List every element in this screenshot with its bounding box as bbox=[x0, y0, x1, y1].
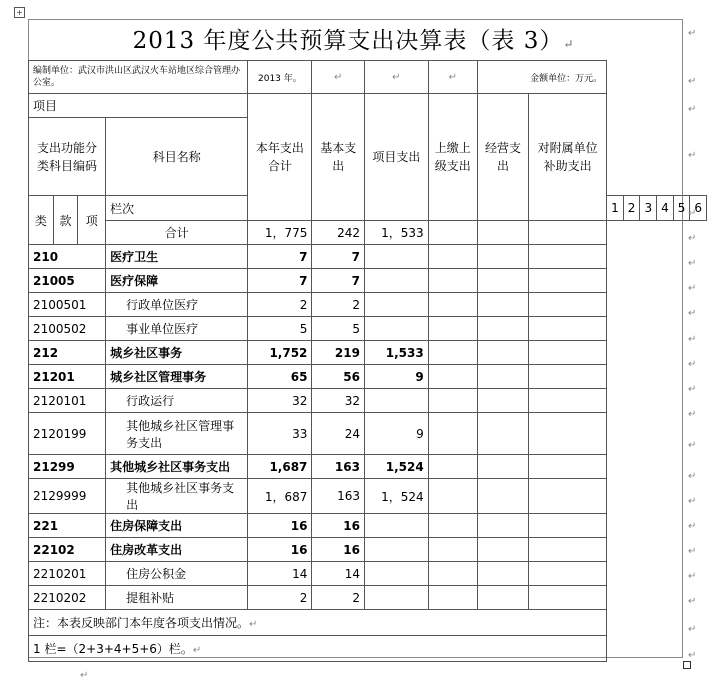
row-value bbox=[364, 293, 428, 317]
row-value: 24 bbox=[312, 413, 365, 455]
total-value: 242 bbox=[312, 221, 365, 245]
total-value: 1，775 bbox=[248, 221, 312, 245]
row-value bbox=[477, 479, 528, 514]
header-item-row bbox=[29, 94, 707, 118]
row-value bbox=[477, 586, 528, 610]
org-cell: 编制单位：武汉市洪山区武汉火车站地区综合管理办公室。 bbox=[29, 61, 248, 94]
row-value bbox=[428, 389, 477, 413]
total-value bbox=[529, 221, 607, 245]
row-value bbox=[529, 455, 607, 479]
item-label: 项目 bbox=[29, 94, 248, 118]
row-value bbox=[428, 514, 477, 538]
row-code: 2100501 bbox=[29, 293, 106, 317]
row-value: 2 bbox=[248, 586, 312, 610]
row-value bbox=[428, 365, 477, 389]
paragraph-mark: ↵ bbox=[688, 496, 697, 507]
lanci-label: 栏次 bbox=[106, 196, 248, 221]
meta-blank-3: ↵ bbox=[428, 61, 477, 94]
row-name: 行政运行 bbox=[106, 389, 248, 413]
note-2: 1 栏=（2+3+4+5+6）栏。↵ bbox=[29, 636, 607, 662]
row-value: 9 bbox=[364, 365, 428, 389]
row-code: 2129999 bbox=[29, 479, 106, 514]
table-row bbox=[29, 514, 707, 538]
row-value: 5 bbox=[248, 317, 312, 341]
row-code: 2210201 bbox=[29, 562, 106, 586]
row-value: 7 bbox=[312, 269, 365, 293]
row-code: 212 bbox=[29, 341, 106, 365]
table-row bbox=[29, 293, 707, 317]
paragraph-mark: ↵ bbox=[688, 359, 697, 370]
row-value: 32 bbox=[248, 389, 312, 413]
row-value: 16 bbox=[248, 514, 312, 538]
row-name: 住房改革支出 bbox=[106, 538, 248, 562]
row-value bbox=[529, 514, 607, 538]
table-row bbox=[29, 586, 707, 610]
col-header-1: 本年支出合计 bbox=[248, 94, 312, 221]
row-code: 210 bbox=[29, 245, 106, 269]
meta-blank-1: ↵ bbox=[312, 61, 365, 94]
row-value: 9 bbox=[364, 413, 428, 455]
lanci-number: 4 bbox=[657, 196, 674, 221]
lei-label: 类 bbox=[29, 196, 54, 245]
row-value: 1,687 bbox=[248, 455, 312, 479]
unit-cell: 金额单位：万元。 bbox=[477, 61, 606, 94]
paragraph-mark: ↵ bbox=[688, 28, 697, 39]
table-move-handle-icon[interactable]: + bbox=[14, 7, 25, 18]
row-value: 1，687 bbox=[248, 479, 312, 514]
row-value: 65 bbox=[248, 365, 312, 389]
row-value bbox=[428, 455, 477, 479]
row-value: 5 bbox=[312, 317, 365, 341]
row-value: 7 bbox=[312, 245, 365, 269]
row-name: 医疗保障 bbox=[106, 269, 248, 293]
meta-row bbox=[29, 61, 707, 94]
row-value: 7 bbox=[248, 269, 312, 293]
row-name: 住房公积金 bbox=[106, 562, 248, 586]
lanci-number: 3 bbox=[640, 196, 657, 221]
table-row bbox=[29, 269, 707, 293]
paragraph-mark: ↵ bbox=[688, 308, 697, 319]
paragraph-mark: ↵ bbox=[688, 283, 697, 294]
table-resize-handle[interactable] bbox=[683, 661, 691, 669]
paragraph-mark: ↵ bbox=[688, 650, 697, 661]
paragraph-mark: ↵ bbox=[688, 208, 697, 219]
row-name: 行政单位医疗 bbox=[106, 293, 248, 317]
row-value bbox=[477, 341, 528, 365]
row-code: 21299 bbox=[29, 455, 106, 479]
table-row bbox=[29, 562, 707, 586]
row-name: 城乡社区管理事务 bbox=[106, 365, 248, 389]
row-value: 14 bbox=[312, 562, 365, 586]
table-row bbox=[29, 341, 707, 365]
col-header-4: 上缴上级支出 bbox=[428, 94, 477, 221]
row-value bbox=[364, 562, 428, 586]
row-code: 2120101 bbox=[29, 389, 106, 413]
row-value bbox=[529, 317, 607, 341]
row-value bbox=[364, 586, 428, 610]
xiang-label: 项 bbox=[78, 196, 106, 245]
row-value bbox=[529, 538, 607, 562]
paragraph-mark: ↵ bbox=[688, 384, 697, 395]
col-header-2: 基本支出 bbox=[312, 94, 365, 221]
lanci-number: 6 bbox=[690, 196, 707, 221]
row-value bbox=[364, 269, 428, 293]
row-name: 事业单位医疗 bbox=[106, 317, 248, 341]
row-value bbox=[364, 389, 428, 413]
row-code: 221 bbox=[29, 514, 106, 538]
paragraph-mark: ↵ bbox=[688, 546, 697, 557]
paragraph-mark: ↵ bbox=[688, 440, 697, 451]
row-name: 其他城乡社区管理事务支出 bbox=[106, 413, 248, 455]
row-value bbox=[428, 341, 477, 365]
row-value bbox=[428, 245, 477, 269]
paragraph-mark: ↵ bbox=[688, 409, 697, 420]
data-rows bbox=[29, 245, 707, 610]
col-header-5: 经营支出 bbox=[477, 94, 528, 221]
row-value bbox=[477, 317, 528, 341]
paragraph-mark: ↵ bbox=[688, 258, 697, 269]
paragraph-mark: ↵ bbox=[688, 334, 697, 345]
row-value bbox=[477, 413, 528, 455]
row-value: 2 bbox=[312, 293, 365, 317]
row-value bbox=[428, 586, 477, 610]
table-row bbox=[29, 538, 707, 562]
total-label: 合计 bbox=[106, 221, 248, 245]
row-name: 其他城乡社区事务支出 bbox=[106, 479, 248, 514]
row-value bbox=[428, 562, 477, 586]
row-value: 163 bbox=[312, 479, 365, 514]
row-value bbox=[477, 389, 528, 413]
row-value bbox=[529, 562, 607, 586]
row-name: 提租补贴 bbox=[106, 586, 248, 610]
total-row bbox=[29, 221, 707, 245]
lanci-number: 5 bbox=[673, 196, 690, 221]
row-code: 22102 bbox=[29, 538, 106, 562]
row-value: 33 bbox=[248, 413, 312, 455]
row-value bbox=[477, 365, 528, 389]
note-row-1 bbox=[29, 610, 707, 636]
paragraph-mark: ↵ bbox=[688, 596, 697, 607]
row-value: 1,533 bbox=[364, 341, 428, 365]
row-value bbox=[364, 514, 428, 538]
row-value bbox=[428, 293, 477, 317]
row-value bbox=[529, 245, 607, 269]
row-value bbox=[529, 389, 607, 413]
row-value: 163 bbox=[312, 455, 365, 479]
row-code: 21201 bbox=[29, 365, 106, 389]
table-row bbox=[29, 479, 707, 514]
trailing-paragraph-mark: ↵ bbox=[80, 670, 89, 681]
meta-blank-2: ↵ bbox=[364, 61, 428, 94]
year-cell: 2013 年。 bbox=[248, 61, 312, 94]
kuan-label: 款 bbox=[53, 196, 78, 245]
row-value bbox=[529, 479, 607, 514]
row-value bbox=[529, 586, 607, 610]
table-row bbox=[29, 413, 707, 455]
table-row bbox=[29, 365, 707, 389]
row-value bbox=[529, 413, 607, 455]
row-value bbox=[477, 245, 528, 269]
row-value: 16 bbox=[248, 538, 312, 562]
row-value: 2 bbox=[248, 293, 312, 317]
paragraph-mark: ↵ bbox=[688, 104, 697, 115]
row-value: 2 bbox=[312, 586, 365, 610]
table-row bbox=[29, 389, 707, 413]
paragraph-mark: ↵ bbox=[688, 233, 697, 244]
paragraph-mark: ↵ bbox=[688, 150, 697, 161]
row-value: 14 bbox=[248, 562, 312, 586]
row-name: 城乡社区事务 bbox=[106, 341, 248, 365]
row-value bbox=[529, 341, 607, 365]
row-value bbox=[428, 269, 477, 293]
total-value bbox=[477, 221, 528, 245]
row-value bbox=[364, 317, 428, 341]
total-value bbox=[428, 221, 477, 245]
row-code: 2100502 bbox=[29, 317, 106, 341]
col-header-6: 对附属单位补助支出 bbox=[529, 94, 607, 221]
row-name: 医疗卫生 bbox=[106, 245, 248, 269]
total-value: 1，533 bbox=[364, 221, 428, 245]
row-value bbox=[477, 269, 528, 293]
lanci-number: 2 bbox=[623, 196, 640, 221]
row-value bbox=[529, 269, 607, 293]
row-value: 1,524 bbox=[364, 455, 428, 479]
paragraph-mark: ↵ bbox=[688, 571, 697, 582]
row-value: 1,752 bbox=[248, 341, 312, 365]
row-value: 1，524 bbox=[364, 479, 428, 514]
row-value bbox=[364, 538, 428, 562]
row-code: 2120199 bbox=[29, 413, 106, 455]
page-title: 2013 年度公共预算支出决算表（表 3）↵ bbox=[132, 28, 575, 54]
row-value bbox=[529, 365, 607, 389]
name-header: 科目名称 bbox=[106, 118, 248, 196]
row-value: 16 bbox=[312, 538, 365, 562]
row-value bbox=[364, 245, 428, 269]
note-1: 注：本表反映部门本年度各项支出情况。↵ bbox=[29, 610, 607, 636]
paragraph-mark: ↵ bbox=[688, 471, 697, 482]
col-header-3: 项目支出 bbox=[364, 94, 428, 221]
row-value: 16 bbox=[312, 514, 365, 538]
table-row bbox=[29, 245, 707, 269]
paragraph-mark: ↵ bbox=[688, 624, 697, 635]
lanci-number: 1 bbox=[607, 196, 624, 221]
row-name: 其他城乡社区事务支出 bbox=[106, 455, 248, 479]
row-value bbox=[428, 317, 477, 341]
row-value bbox=[477, 514, 528, 538]
row-value bbox=[529, 293, 607, 317]
row-value bbox=[477, 562, 528, 586]
row-code: 2210202 bbox=[29, 586, 106, 610]
table-row bbox=[29, 455, 707, 479]
row-value bbox=[428, 479, 477, 514]
row-name: 住房保障支出 bbox=[106, 514, 248, 538]
code-header: 支出功能分类科目编码 bbox=[29, 118, 106, 196]
row-value bbox=[428, 538, 477, 562]
row-code: 21005 bbox=[29, 269, 106, 293]
row-value: 219 bbox=[312, 341, 365, 365]
row-value bbox=[477, 538, 528, 562]
paragraph-mark: ↵ bbox=[688, 521, 697, 532]
row-value: 7 bbox=[248, 245, 312, 269]
budget-table bbox=[28, 60, 707, 662]
row-value: 32 bbox=[312, 389, 365, 413]
table-row bbox=[29, 317, 707, 341]
paragraph-mark: ↵ bbox=[688, 76, 697, 87]
row-value bbox=[477, 293, 528, 317]
row-value: 56 bbox=[312, 365, 365, 389]
note-row-2 bbox=[29, 636, 707, 662]
row-value bbox=[477, 455, 528, 479]
row-value bbox=[428, 413, 477, 455]
